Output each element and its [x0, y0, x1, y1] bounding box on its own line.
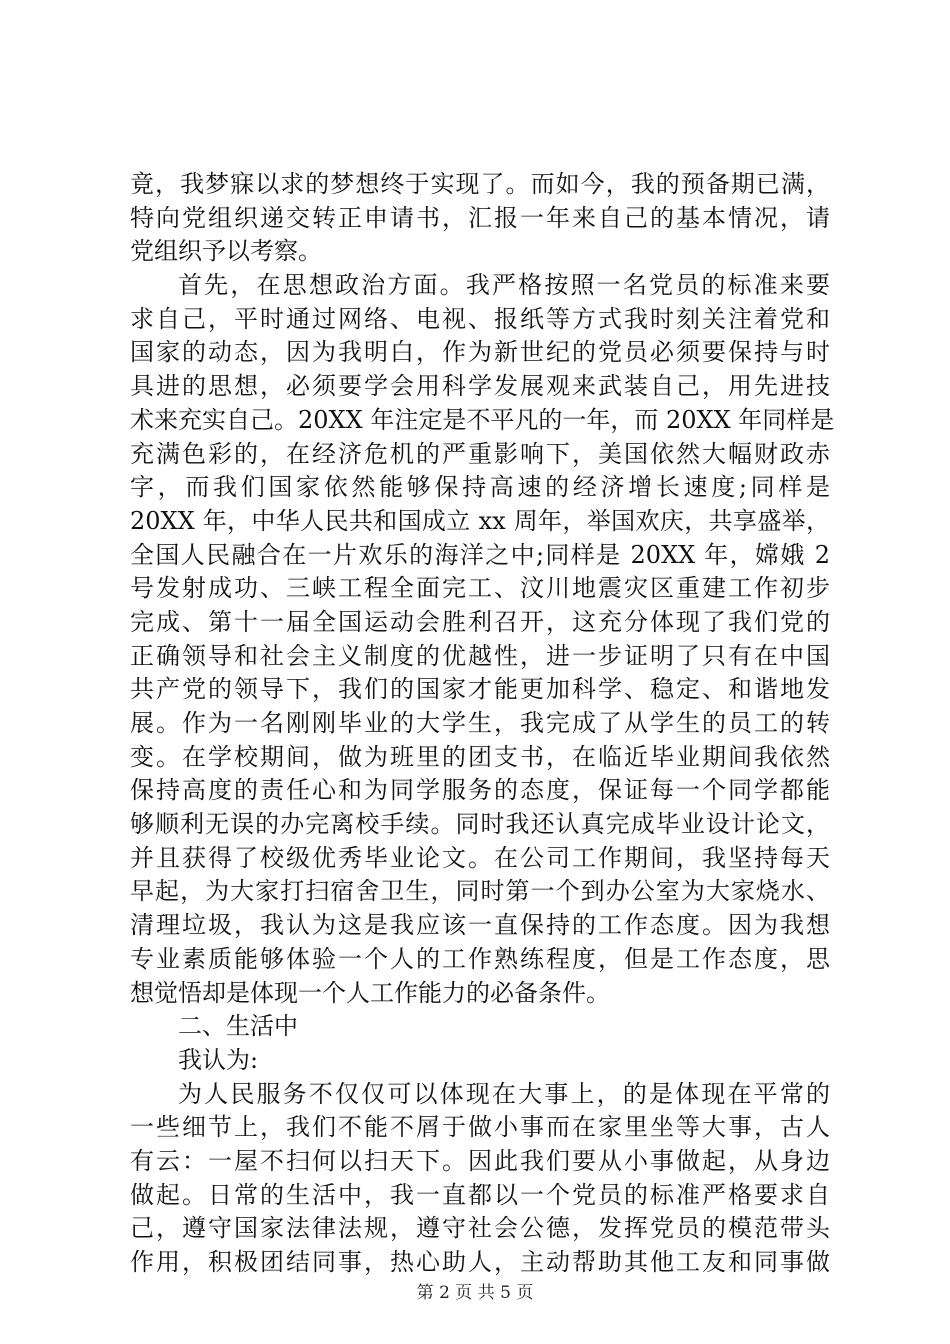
- text-line: 完成、第十一届全国运动会胜利召开，这充分体现了我们党的: [130, 607, 830, 636]
- text-line: 想觉悟却是体现一个人工作能力的必备条件。: [130, 978, 610, 1007]
- text-line: 共产党的领导下，我们的国家才能更加科学、稳定、和谐地发: [130, 675, 830, 704]
- text-line: 变。在学校期间，做为班里的团支书，在临近毕业期间我依然: [130, 742, 830, 771]
- text-line: 全国人民融合在一片欢乐的海洋之中;同样是 20XX 年，嫦娥 2: [130, 540, 830, 569]
- text-line: 够顺利无误的办完离校手续。同时我还认真完成毕业设计论文，: [130, 810, 830, 839]
- section-heading: [130, 1010, 830, 1044]
- text-line: 做起。日常的生活中，我一直都以一个党员的标准严格要求自: [130, 1180, 830, 1209]
- text-line: 作用，积极团结同事，热心助人，主动帮助其他工友和同事做: [130, 1248, 830, 1276]
- text-line: 为人民服务不仅仅可以体现在大事上，的是体现在平常的: [178, 1079, 830, 1108]
- text-line: 保持高度的责任心和为同学服务的态度，保证每一个同学都能: [130, 776, 830, 805]
- text-line: 号发射成功、三峡工程全面完工、汶川地震灾区重建工作初步: [130, 574, 830, 603]
- text-line: 专业素质能够体验一个人的工作熟练程度，但是工作态度，思: [130, 944, 830, 973]
- page-number-footer: 第 2 页 共 5 页: [416, 1283, 534, 1303]
- paragraph: [130, 168, 830, 269]
- text-line: 术来充实自己。20XX 年注定是不平凡的一年，而 20XX 年同样是: [130, 405, 835, 434]
- text-line: 充满色彩的，在经济危机的严重影响下，美国依然大幅财政赤: [130, 439, 830, 468]
- paragraph: [130, 269, 835, 1010]
- section-heading-text: 二、生活中: [178, 1012, 298, 1041]
- text-line: 字，而我们国家依然能够保持高速的经济增长速度;同样是: [130, 473, 830, 502]
- text-line: 一些细节上，我们不能不屑于做小事而在家里坐等大事，古人: [130, 1113, 830, 1142]
- text-line: 党组织予以考察。: [130, 237, 322, 266]
- text-line: 20XX 年，中华人民共和国成立 xx 周年，举国欢庆，共享盛举，: [130, 506, 830, 535]
- text-line: 并且获得了校级优秀毕业论文。在公司工作期间，我坚持每天: [130, 843, 830, 872]
- paragraph: [130, 1078, 830, 1280]
- text-line: 有云：一屋不扫何以扫天下。因此我们要从小事做起，从身边: [130, 1146, 830, 1175]
- text-line: 早起，为大家打扫宿舍卫生，同时第一个到办公室为大家烧水、: [130, 877, 830, 906]
- text-line: 首先，在思想政治方面。我严格按照一名党员的标准来要: [178, 271, 830, 300]
- text-line: 展。作为一名刚刚毕业的大学生，我完成了从学生的员工的转: [130, 709, 830, 737]
- text-line: 己，遵守国家法律法规，遵守社会公德，发挥党员的模范带头: [130, 1214, 830, 1243]
- text-line: 求自己，平时通过网络、电视、报纸等方式我时刻关注着党和: [130, 304, 830, 333]
- text-line: 具进的思想，必须要学会用科学发展观来武装自己，用先进技: [130, 372, 830, 401]
- text-line: 特向党组织递交转正申请书，汇报一年来自己的基本情况，请: [130, 203, 830, 232]
- text-line: 竟，我梦寐以求的梦想终于实现了。而如今，我的预备期已满，: [130, 170, 830, 198]
- text-line: 我认为:: [178, 1045, 259, 1074]
- text-line: 正确领导和社会主义制度的优越性，进一步证明了只有在中国: [130, 641, 830, 670]
- document-body: [130, 168, 835, 1280]
- text-line: 清理垃圾，我认为这是我应该一直保持的工作态度。因为我想: [130, 911, 830, 940]
- text-line: 国家的动态，因为我明白，作为新世纪的党员必须要保持与时: [130, 338, 830, 367]
- paragraph: [130, 1044, 830, 1078]
